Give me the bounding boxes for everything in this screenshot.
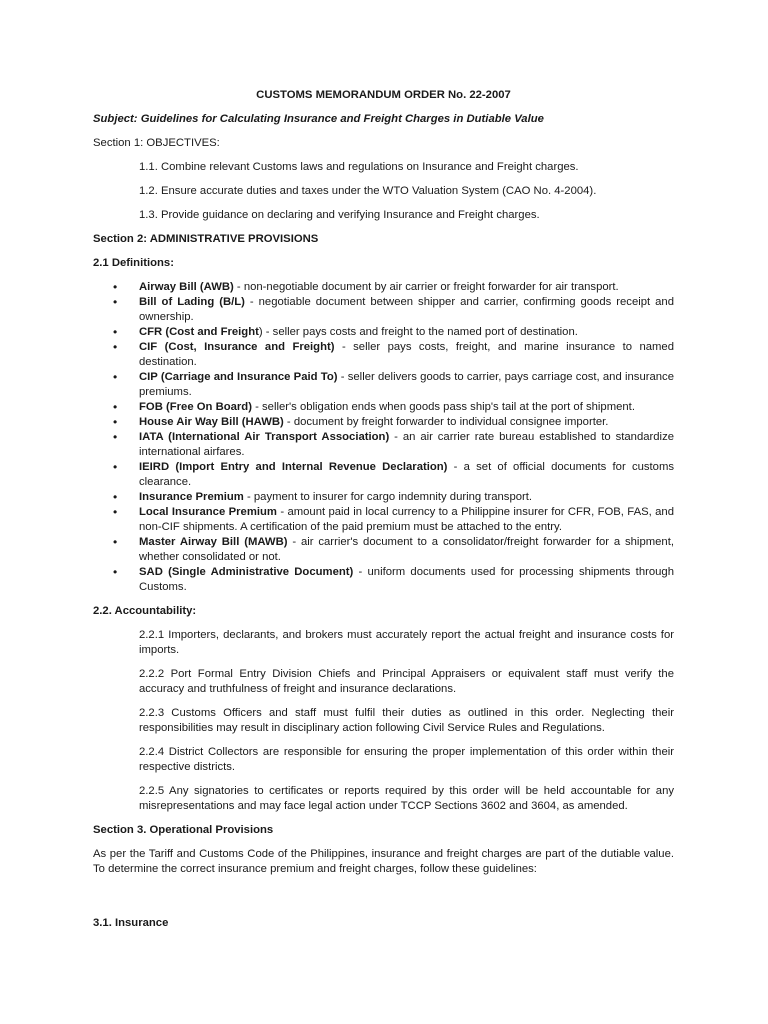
definition-item bbox=[93, 565, 674, 595]
definition-desc: - seller pays costs, freight, and marine insurance to named destination. bbox=[139, 341, 674, 368]
definitions-list bbox=[93, 280, 674, 595]
definition-item bbox=[93, 370, 674, 400]
definition-desc: - document by freight forwarder to individual consignee importer. bbox=[283, 416, 609, 428]
definition-item bbox=[93, 340, 674, 370]
accountability-item: 2.2.1 Importers, declarants, and brokers must accurately report the actual freight and insurance costs for imports. bbox=[139, 629, 674, 656]
document-title: CUSTOMS MEMORANDUM ORDER No. 22-2007 bbox=[256, 89, 511, 101]
definition-term: CIP (Carriage and Insurance Paid To) bbox=[139, 371, 338, 383]
document-subject: Subject: Guidelines for Calculating Insurance and Freight Charges in Dutiable Value bbox=[93, 113, 544, 125]
spacer bbox=[93, 886, 674, 916]
definition-desc: - uniform documents used for processing shipments through Customs. bbox=[139, 566, 674, 593]
definition-term: Insurance Premium bbox=[139, 491, 244, 503]
definitions-heading: 2.1 Definitions: bbox=[93, 257, 174, 269]
definition-desc: - amount paid in local currency to a Philippine insurer for CFR, FOB, FAS, and non-CIF shipments. A certification of the paid premium must be attached to the entry. bbox=[139, 506, 674, 533]
accountability-item: 2.2.3 Customs Officers and staff must fulfil their duties as outlined in this order. Neglecting their responsibilities may result in disciplinary action following Civil Service Rules and Regulations. bbox=[139, 707, 674, 734]
definition-term: Master Airway Bill (MAWB) bbox=[139, 536, 288, 548]
definition-term: CFR (Cost and Freight bbox=[139, 326, 259, 338]
definition-desc: - a set of official documents for customs clearance. bbox=[139, 461, 674, 488]
definition-term: Local Insurance Premium bbox=[139, 506, 277, 518]
definition-item bbox=[93, 295, 674, 325]
objective-item: 1.2. Ensure accurate duties and taxes under the WTO Valuation System (CAO No. 4-2004). bbox=[139, 185, 597, 197]
definition-term: Bill of Lading (B/L) bbox=[139, 296, 245, 308]
definition-item bbox=[93, 505, 674, 535]
definition-item bbox=[93, 535, 674, 565]
definition-item bbox=[93, 400, 674, 415]
definition-item bbox=[93, 325, 674, 340]
objective-item: 1.3. Provide guidance on declaring and verifying Insurance and Freight charges. bbox=[139, 209, 540, 221]
definition-desc: - seller's obligation ends when goods pass ship's tail at the port of shipment. bbox=[251, 401, 635, 413]
definition-term: FOB (Free On Board) bbox=[139, 401, 252, 413]
definition-desc: - air carrier's document to a consolidator/freight forwarder for a shipment, whether consolidated or not. bbox=[139, 536, 674, 563]
accountability-item: 2.2.2 Port Formal Entry Division Chiefs and Principal Appraisers or equivalent staff must verify the accuracy and truthfulness of freight and insurance declarations. bbox=[139, 668, 674, 695]
section2-heading: Section 2: ADMINISTRATIVE PROVISIONS bbox=[93, 233, 319, 245]
definition-term: IEIRD (Import Entry and Internal Revenue Declaration) bbox=[139, 461, 448, 473]
definition-term: Airway Bill (AWB) bbox=[139, 281, 234, 293]
definition-term: SAD (Single Administrative Document) bbox=[139, 566, 354, 578]
definition-desc: - seller delivers goods to carrier, pays carriage cost, and insurance premiums. bbox=[139, 371, 674, 398]
definition-desc: ) - seller pays costs and freight to the named port of destination. bbox=[258, 326, 578, 338]
accountability-item: 2.2.4 District Collectors are responsible for ensuring the proper implementation of this order within their respective districts. bbox=[139, 746, 674, 773]
definition-item bbox=[93, 430, 674, 460]
section1-heading: Section 1: OBJECTIVES: bbox=[93, 137, 220, 149]
section3-heading: Section 3. Operational Provisions bbox=[93, 824, 274, 836]
definition-term: IATA (International Air Transport Association) bbox=[139, 431, 390, 443]
accountability-heading: 2.2. Accountability: bbox=[93, 605, 197, 617]
definition-item bbox=[93, 490, 674, 505]
definition-desc: - an air carrier rate bureau established to standardize international airfares. bbox=[139, 431, 675, 458]
definition-item bbox=[93, 280, 674, 295]
objective-item: 1.1. Combine relevant Customs laws and regulations on Insurance and Freight charges. bbox=[139, 161, 579, 173]
document-body bbox=[93, 88, 674, 940]
definition-desc: - payment to insurer for cargo indemnity during transport. bbox=[243, 491, 533, 503]
definition-item bbox=[93, 460, 674, 490]
definition-desc: - negotiable document between shipper and carrier, confirming goods receipt and ownership. bbox=[139, 296, 674, 323]
insurance-subheading: 3.1. Insurance bbox=[93, 917, 169, 929]
accountability-item: 2.2.5 Any signatories to certificates or reports required by this order will be held accountable for any misrepresentations and may face legal action under TCCP Sections 3602 and 3604, as amended. bbox=[139, 785, 674, 812]
definition-desc: - non-negotiable document by air carrier or freight forwarder for air transport. bbox=[233, 281, 619, 293]
definition-item bbox=[93, 415, 674, 430]
definition-term: CIF (Cost, Insurance and Freight) bbox=[139, 341, 335, 353]
section3-intro: As per the Tariff and Customs Code of the Philippines, insurance and freight charges are part of the dutiable value. To determine the correct insurance premium and freight charges, follow these guidelines: bbox=[93, 848, 674, 875]
definition-term: House Air Way Bill (HAWB) bbox=[139, 416, 284, 428]
